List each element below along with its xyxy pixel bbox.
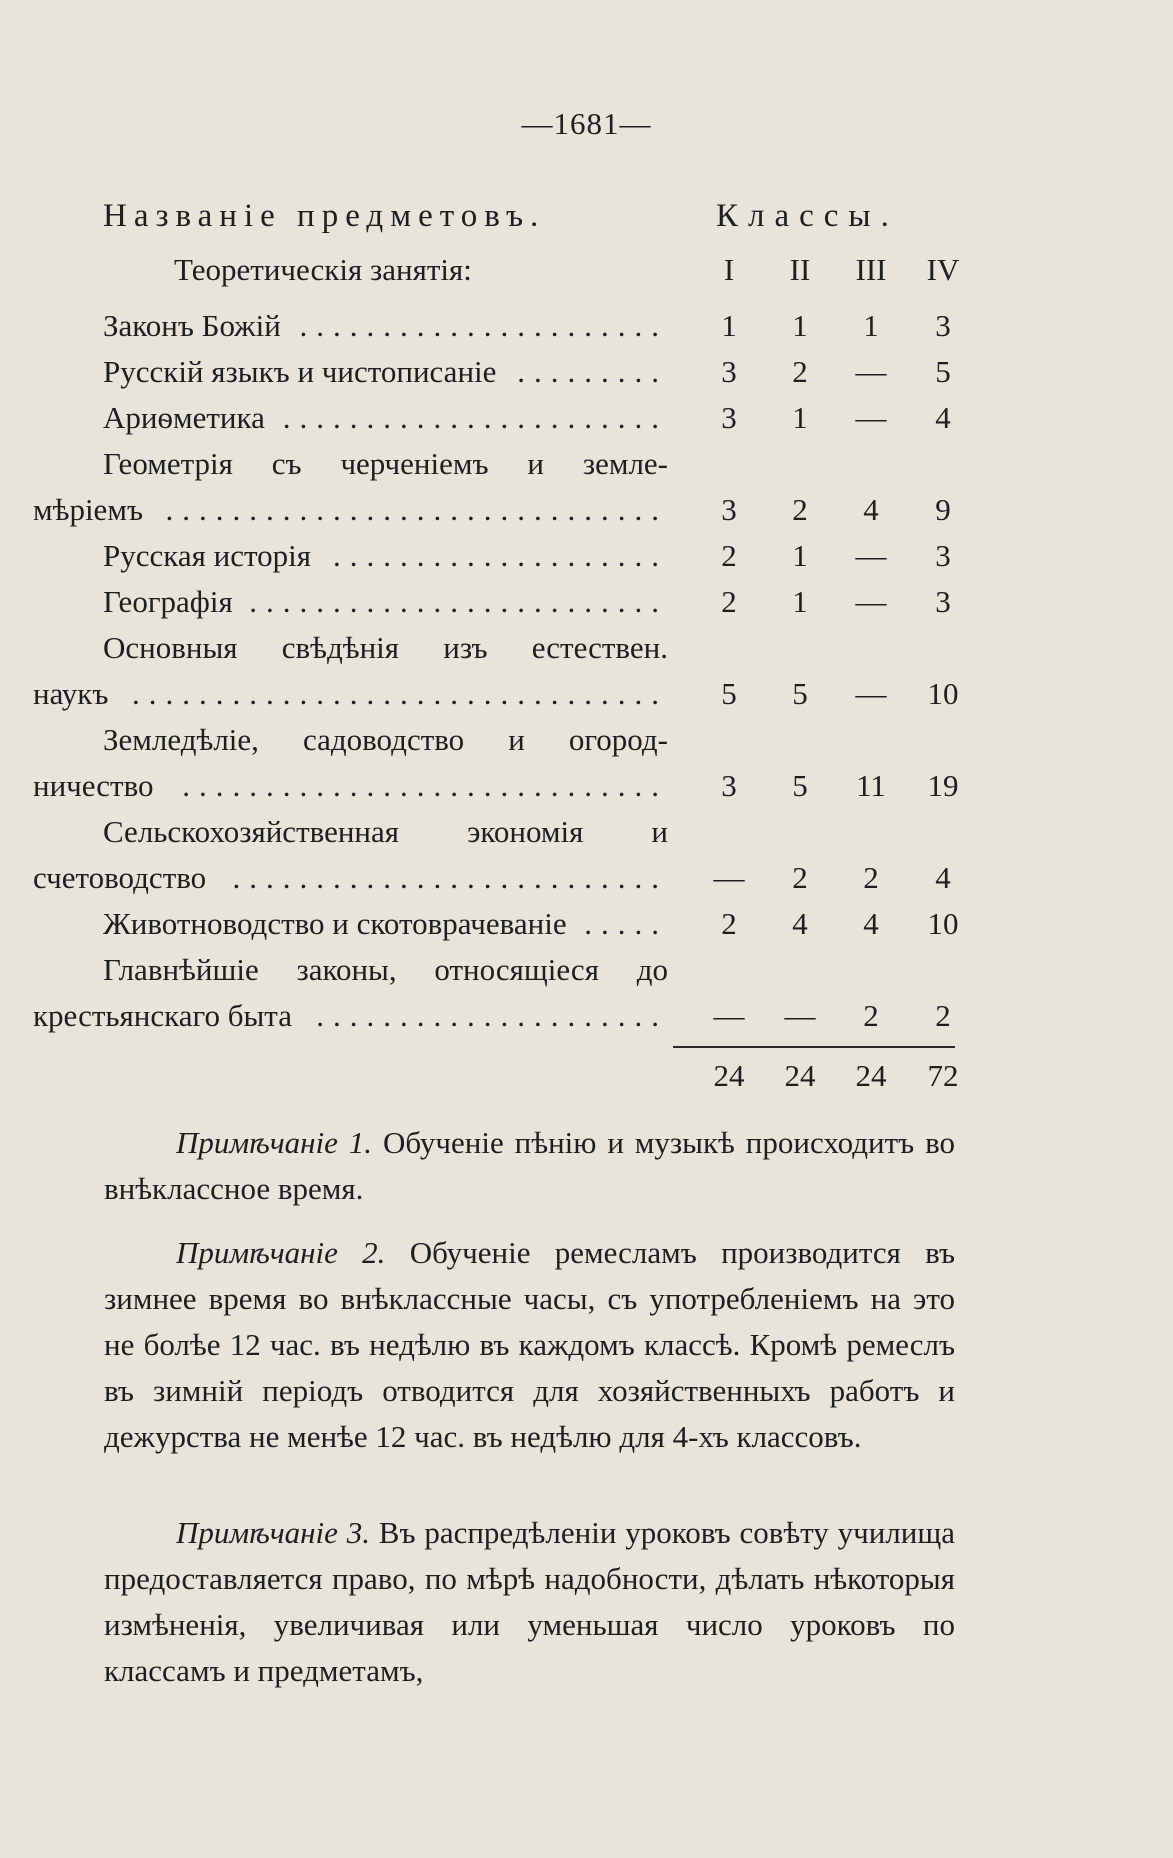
- hours-class-3: 2: [863, 998, 879, 1033]
- hours-class-2: 1: [792, 400, 808, 435]
- totals-rule: [673, 1046, 955, 1048]
- subjects-header: Названіе предметовъ.: [103, 198, 546, 234]
- table-row: [0, 948, 1173, 992]
- leader-dots: .............................: [182, 768, 668, 803]
- total-class-2: 24: [784, 1058, 816, 1093]
- hours-class-4: 5: [935, 354, 951, 389]
- table-row: [0, 672, 1173, 716]
- subject-label: Геометрія съ черченіемъ и земле-: [103, 446, 668, 481]
- note-2: [104, 1230, 955, 1460]
- hours-class-1: 1: [721, 308, 737, 343]
- hours-class-2: 5: [792, 768, 808, 803]
- table-row: [0, 580, 1173, 624]
- hours-class-4: 9: [935, 492, 951, 527]
- table-row: [0, 534, 1173, 578]
- note-1: [104, 1120, 955, 1212]
- subject-label: ничество: [33, 768, 154, 803]
- note-3: [104, 1510, 955, 1694]
- leader-dots: .....................: [316, 998, 668, 1033]
- hours-class-1: 3: [721, 492, 737, 527]
- hours-class-2: 1: [792, 538, 808, 573]
- leader-dots: ......................: [299, 308, 668, 343]
- note-1-title: Примѣчаніе 1.: [176, 1125, 373, 1160]
- leader-dots: ..........................: [232, 860, 668, 895]
- leader-dots: .......................: [282, 400, 668, 435]
- leader-dots: .........: [517, 354, 668, 389]
- subject-label: Земледѣліе, садоводство и огород-: [103, 722, 668, 757]
- subject-label: крестьянскаго быта: [33, 998, 292, 1033]
- hours-class-1: 2: [721, 906, 737, 941]
- hours-class-3: 1: [863, 308, 879, 343]
- table-row: [0, 350, 1173, 394]
- table-row: [0, 994, 1173, 1038]
- subject-label: наукъ: [33, 676, 109, 711]
- hours-class-2: 1: [792, 584, 808, 619]
- table-row: [0, 626, 1173, 670]
- table-row: [0, 856, 1173, 900]
- hours-class-4: 4: [935, 400, 951, 435]
- hours-class-1: 3: [721, 400, 737, 435]
- class-number-2: II: [789, 252, 811, 287]
- page-number: —1681—: [521, 106, 652, 141]
- subject-label: Животноводство и скотоврачеваніе: [103, 906, 567, 941]
- note-2-title: Примѣчаніе 2.: [176, 1235, 386, 1270]
- class-number-1: I: [723, 252, 735, 287]
- subject-label: Основныя свѣдѣнія изъ естествен.: [103, 630, 668, 665]
- table-row: [0, 810, 1173, 854]
- hours-class-1: 2: [721, 538, 737, 573]
- table-row: [0, 764, 1173, 808]
- hours-class-3: 4: [863, 492, 879, 527]
- subject-label: Сельскохозяйственная экономія и: [103, 814, 668, 849]
- hours-class-3: 2: [863, 860, 879, 895]
- hours-class-2: 2: [792, 354, 808, 389]
- leader-dots: .........................: [249, 584, 668, 619]
- hours-class-2: —: [784, 998, 816, 1033]
- classes-header: Классы.: [716, 198, 899, 234]
- hours-class-4: 19: [927, 768, 959, 803]
- hours-class-2: 2: [792, 860, 808, 895]
- subject-label: Географія: [103, 584, 233, 619]
- hours-class-2: 2: [792, 492, 808, 527]
- table-row: [0, 304, 1173, 348]
- note-3-title: Примѣчаніе 3.: [176, 1515, 370, 1550]
- hours-class-3: 11: [856, 768, 886, 803]
- subject-label: Русская исторія: [103, 538, 311, 573]
- note-1-text: Обученіе пѣнію и музыкѣ происходитъ во внѣклассное время.: [104, 1125, 956, 1206]
- class-number-4: IV: [926, 252, 960, 287]
- hours-class-3: —: [855, 584, 887, 619]
- leader-dots: ..............................: [165, 492, 668, 527]
- leader-dots: ................................: [132, 676, 668, 711]
- hours-class-4: 4: [935, 860, 951, 895]
- hours-class-1: 3: [721, 768, 737, 803]
- hours-class-1: —: [713, 998, 745, 1033]
- table-row: [0, 396, 1173, 440]
- hours-class-2: 1: [792, 308, 808, 343]
- hours-class-3: —: [855, 538, 887, 573]
- hours-class-3: —: [855, 400, 887, 435]
- hours-class-3: —: [855, 676, 887, 711]
- subject-label: счетоводство: [33, 860, 207, 895]
- subject-label: Русскій языкъ и чистописаніе: [103, 354, 497, 389]
- hours-class-1: —: [713, 860, 745, 895]
- totals-row: [0, 1054, 1173, 1098]
- hours-class-4: 3: [935, 584, 951, 619]
- total-class-3: 24: [855, 1058, 887, 1093]
- class-number-3: III: [855, 252, 887, 287]
- hours-class-4: 3: [935, 538, 951, 573]
- hours-class-1: 3: [721, 354, 737, 389]
- note-2-text: Обученіе ремесламъ производится въ зимнее время во внѣклассные часы, съ употребленіемъ на это не болѣе 12 час. въ недѣлю въ каждомъ классѣ. Кромѣ ремеслъ въ зимній періодъ отводится для хозяйственныхъ работъ и дежурства не менѣе 12 час. въ недѣлю для 4-хъ классовъ.: [104, 1235, 956, 1454]
- hours-class-2: 5: [792, 676, 808, 711]
- table-row: [0, 718, 1173, 762]
- hours-class-1: 2: [721, 584, 737, 619]
- table-row: [0, 902, 1173, 946]
- hours-class-2: 4: [792, 906, 808, 941]
- theory-label: Теоретическія занятія:: [174, 252, 472, 287]
- subject-label: Главнѣйшіе законы, относящіеся до: [103, 952, 668, 987]
- hours-class-4: 2: [935, 998, 951, 1033]
- total-all: 72: [927, 1058, 959, 1093]
- hours-class-1: 5: [721, 676, 737, 711]
- subject-label: мѣріемъ: [33, 492, 143, 527]
- total-class-1: 24: [713, 1058, 745, 1093]
- note-3-text: Въ распредѣленіи уроковъ совѣту училища предоставляется право, по мѣрѣ надобности, дѣлать нѣкоторыя измѣненія, увеличивая или уменьшая число уроковъ по классамъ и предметамъ,: [104, 1515, 955, 1688]
- hours-class-3: 4: [863, 906, 879, 941]
- hours-class-4: 10: [927, 676, 959, 711]
- table-row: [0, 488, 1173, 532]
- hours-class-4: 3: [935, 308, 951, 343]
- leader-dots: ....................: [333, 538, 668, 573]
- hours-class-3: —: [855, 354, 887, 389]
- subject-label: Ариѳметика: [103, 400, 265, 435]
- leader-dots: .....: [584, 906, 668, 941]
- hours-class-4: 10: [927, 906, 959, 941]
- table-row: [0, 442, 1173, 486]
- subject-label: Законъ Божій: [103, 308, 281, 343]
